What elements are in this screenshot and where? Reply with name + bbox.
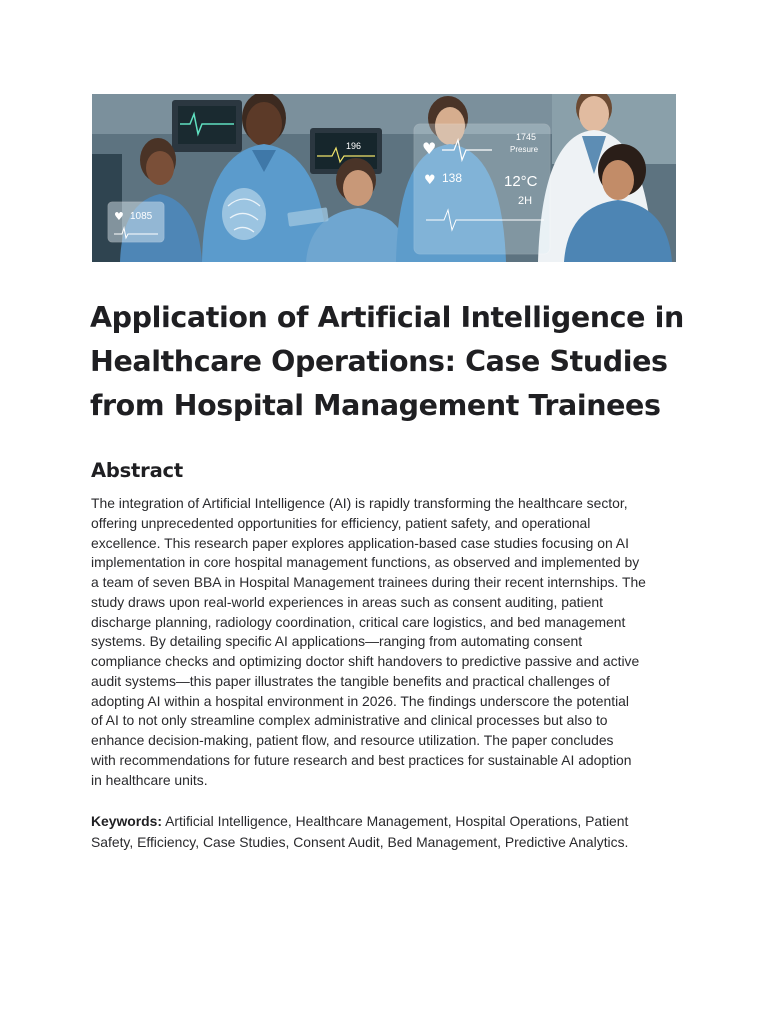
- abstract-body: [91, 494, 691, 790]
- keywords-paragraph: [91, 811, 691, 852]
- temperature-value: 12°C: [504, 173, 538, 190]
- healthcare-team-illustration: [92, 94, 676, 262]
- monitor-readout: 196: [346, 141, 362, 151]
- abstract-line: of AI to not only streamline complex administrative and clinical processes but also to: [91, 712, 608, 729]
- hero-image: [92, 94, 676, 262]
- abstract-line: The integration of Artificial Intelligence (AI) is rapidly transforming the healthcare sector,: [91, 495, 628, 511]
- small-value: 2H: [518, 195, 533, 207]
- abstract-line: systems. By detailing specific AI applications—ranging from automating consent: [91, 633, 583, 650]
- keywords-line-1: [91, 811, 691, 832]
- heart-icon-small: ♥: [424, 173, 436, 188]
- heart-icon: ♥: [114, 210, 124, 223]
- abstract-line: adopting AI within a hospital environment in 2026. The findings underscore the potential: [91, 692, 629, 709]
- abstract-line: compliance checks and optimizing doctor shift handovers to predictive passive and active: [91, 653, 640, 669]
- abstract-line: excellence. This research paper explores application-based case studies focusing on AI: [91, 534, 629, 551]
- heart-rate-overlay-left: [108, 202, 164, 242]
- title-line-1: Application of Artificial Intelligence in: [90, 301, 684, 334]
- title-line-2: Healthcare Operations: Case Studies: [90, 345, 668, 378]
- abstract-heading: Abstract: [91, 459, 184, 482]
- abstract-line: discharge planning, radiology coordination, critical care logistics, and bed management: [91, 613, 626, 630]
- keywords-text-1: Artificial Intelligence, Healthcare Management, Hospital Operations, Patient: [162, 813, 629, 829]
- brain-hologram: [222, 188, 266, 240]
- top-value: 1745: [516, 132, 537, 142]
- abstract-line: enhance decision-making, patient flow, and resource utilization. The paper concludes: [91, 732, 614, 748]
- paper-title: [90, 296, 690, 428]
- vitals-overlay-right: [414, 124, 550, 254]
- keywords-label: Keywords:: [91, 813, 163, 829]
- abstract-line: implementation in core hospital management functions, as observed and implemented by: [91, 554, 640, 571]
- heart-rate-right-value: 138: [442, 171, 463, 185]
- title-line-3: from Hospital Management Trainees: [90, 389, 661, 422]
- abstract-line: with recommendations for future research and best practices for sustainable AI adoption: [91, 751, 632, 768]
- pressure-label: Presure: [510, 145, 539, 154]
- heart-icon-large: ♥: [422, 139, 437, 158]
- abstract-line: audit systems—this paper illustrates the tangible benefits and practical challenges of: [91, 672, 610, 689]
- abstract-line: offering unprecedented opportunities for efficiency, patient safety, and operational: [91, 514, 591, 531]
- keywords-line-2: Safety, Efficiency, Case Studies, Consent Audit, Bed Management, Predictive Analytics.: [91, 833, 629, 850]
- abstract-line: study draws upon real-world experiences in areas such as consent auditing, patient: [91, 593, 603, 610]
- abstract-line: in healthcare units.: [91, 771, 208, 788]
- heart-rate-left-value: 1085: [130, 211, 153, 222]
- abstract-line: a team of seven BBA in Hospital Management trainees during their recent internships. The: [91, 574, 646, 590]
